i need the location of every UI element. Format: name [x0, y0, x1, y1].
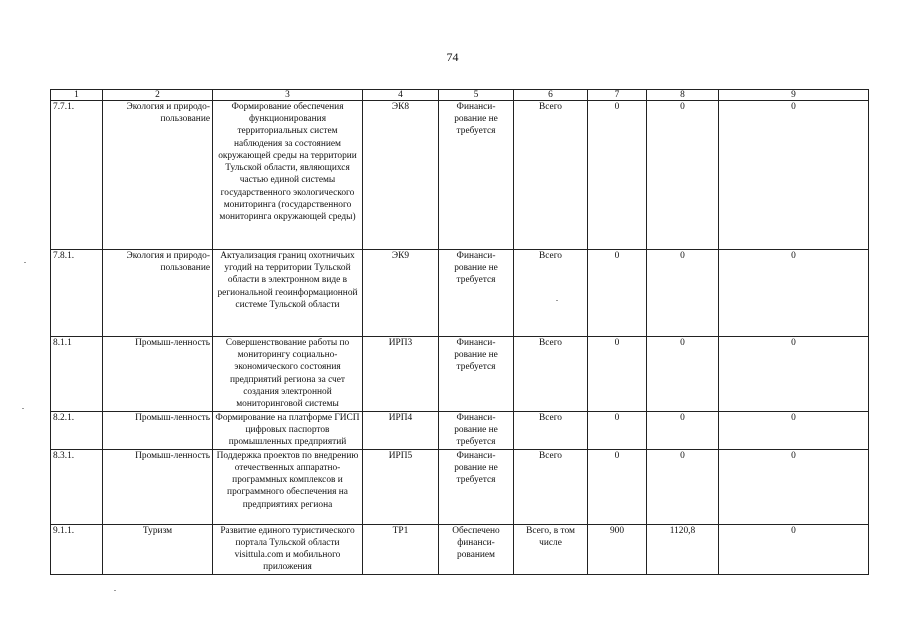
column-header: 1	[51, 90, 103, 101]
row-description: Формирование обеспечения функционирования территориальных систем наблюдения за состоянием окружающей среды на территории Тульской области, являющихся частью единой системы государственного экологического мониторинга (государственного мониторинга окружающей среды)	[213, 101, 363, 250]
row-source: Всего	[514, 250, 588, 337]
row-value-8: 0	[719, 250, 869, 337]
row-value-7: 0	[647, 337, 719, 412]
row-financing: Финанси-рование не требуется	[439, 101, 514, 250]
row-source: Всего	[514, 412, 588, 450]
row-sphere: Промыш-ленность	[103, 412, 213, 450]
column-header: 3	[213, 90, 363, 101]
row-description: Совершенствование работы по мониторингу социально-экономического состояния предприятий региона за счет создания электронной мониторинговой системы	[213, 337, 363, 412]
row-value-6: 0	[588, 412, 647, 450]
row-sphere: Экология и природо-пользование	[103, 250, 213, 337]
column-header: 9	[719, 90, 869, 101]
row-source: Всего	[514, 101, 588, 250]
table-row	[51, 250, 869, 337]
column-header: 8	[647, 90, 719, 101]
page-number: 74	[446, 50, 459, 64]
row-value-8: 0	[719, 337, 869, 412]
row-value-8: 0	[719, 449, 869, 524]
row-number: 9.1.1.	[51, 524, 103, 574]
row-description: Актуализация границ охотничьих угодий на территории Тульской области в электронном виде в региональной геоинформационной системе Тульской области	[213, 250, 363, 337]
row-source: Всего, в том числе	[514, 524, 588, 574]
table-body	[51, 101, 869, 575]
row-code: ТР1	[363, 524, 439, 574]
row-sphere: Экология и природо-пользование	[103, 101, 213, 250]
column-header: 7	[588, 90, 647, 101]
row-value-7: 0	[647, 412, 719, 450]
row-value-8: 0	[719, 412, 869, 450]
row-code: ЭК9	[363, 250, 439, 337]
table-row	[51, 101, 869, 250]
row-code: ИРП5	[363, 449, 439, 524]
table-row	[51, 337, 869, 412]
row-number: 8.3.1.	[51, 449, 103, 524]
column-header: 2	[103, 90, 213, 101]
row-description: Развитие единого туристического портала Тульской области visittula.com и мобильного приложения	[213, 524, 363, 574]
row-value-6: 0	[588, 101, 647, 250]
row-number: 8.1.1	[51, 337, 103, 412]
row-value-7: 0	[647, 449, 719, 524]
row-value-7: 1120,8	[647, 524, 719, 574]
header-row	[51, 90, 869, 101]
row-code: ИРП3	[363, 337, 439, 412]
scan-speck	[24, 262, 26, 263]
table-row	[51, 524, 869, 574]
scan-speck	[556, 300, 558, 301]
row-number: 8.2.1.	[51, 412, 103, 450]
table-row	[51, 412, 869, 450]
row-source: Всего	[514, 337, 588, 412]
row-value-6: 0	[588, 449, 647, 524]
row-value-6: 0	[588, 337, 647, 412]
table-row	[51, 449, 869, 524]
row-sphere: Промыш-ленность	[103, 337, 213, 412]
row-description: Формирование на платформе ГИСП цифровых паспортов промышленных предприятий	[213, 412, 363, 450]
row-value-6: 900	[588, 524, 647, 574]
row-value-6: 0	[588, 250, 647, 337]
row-value-7: 0	[647, 101, 719, 250]
row-financing: Финанси-рование не требуется	[439, 337, 514, 412]
row-financing: Финанси-рование не требуется	[439, 449, 514, 524]
row-value-8: 0	[719, 101, 869, 250]
scan-speck	[114, 590, 116, 591]
row-value-7: 0	[647, 250, 719, 337]
row-number: 7.7.1.	[51, 101, 103, 250]
row-financing: Финанси-рование не требуется	[439, 412, 514, 450]
row-financing: Финанси-рование не требуется	[439, 250, 514, 337]
row-code: ИРП4	[363, 412, 439, 450]
row-source: Всего	[514, 449, 588, 524]
row-code: ЭК8	[363, 101, 439, 250]
row-sphere: Туризм	[103, 524, 213, 574]
scan-speck	[22, 408, 24, 409]
row-description: Поддержка проектов по внедрению отечественных аппаратно-программных комплексов и программного обеспечения на предприятиях региона	[213, 449, 363, 524]
table-header	[51, 90, 869, 101]
row-financing: Обеспечено финанси-рованием	[439, 524, 514, 574]
column-header: 4	[363, 90, 439, 101]
data-table	[50, 89, 869, 575]
column-header: 5	[439, 90, 514, 101]
row-value-8: 0	[719, 524, 869, 574]
row-sphere: Промыш-ленность	[103, 449, 213, 524]
column-header: 6	[514, 90, 588, 101]
row-number: 7.8.1.	[51, 250, 103, 337]
